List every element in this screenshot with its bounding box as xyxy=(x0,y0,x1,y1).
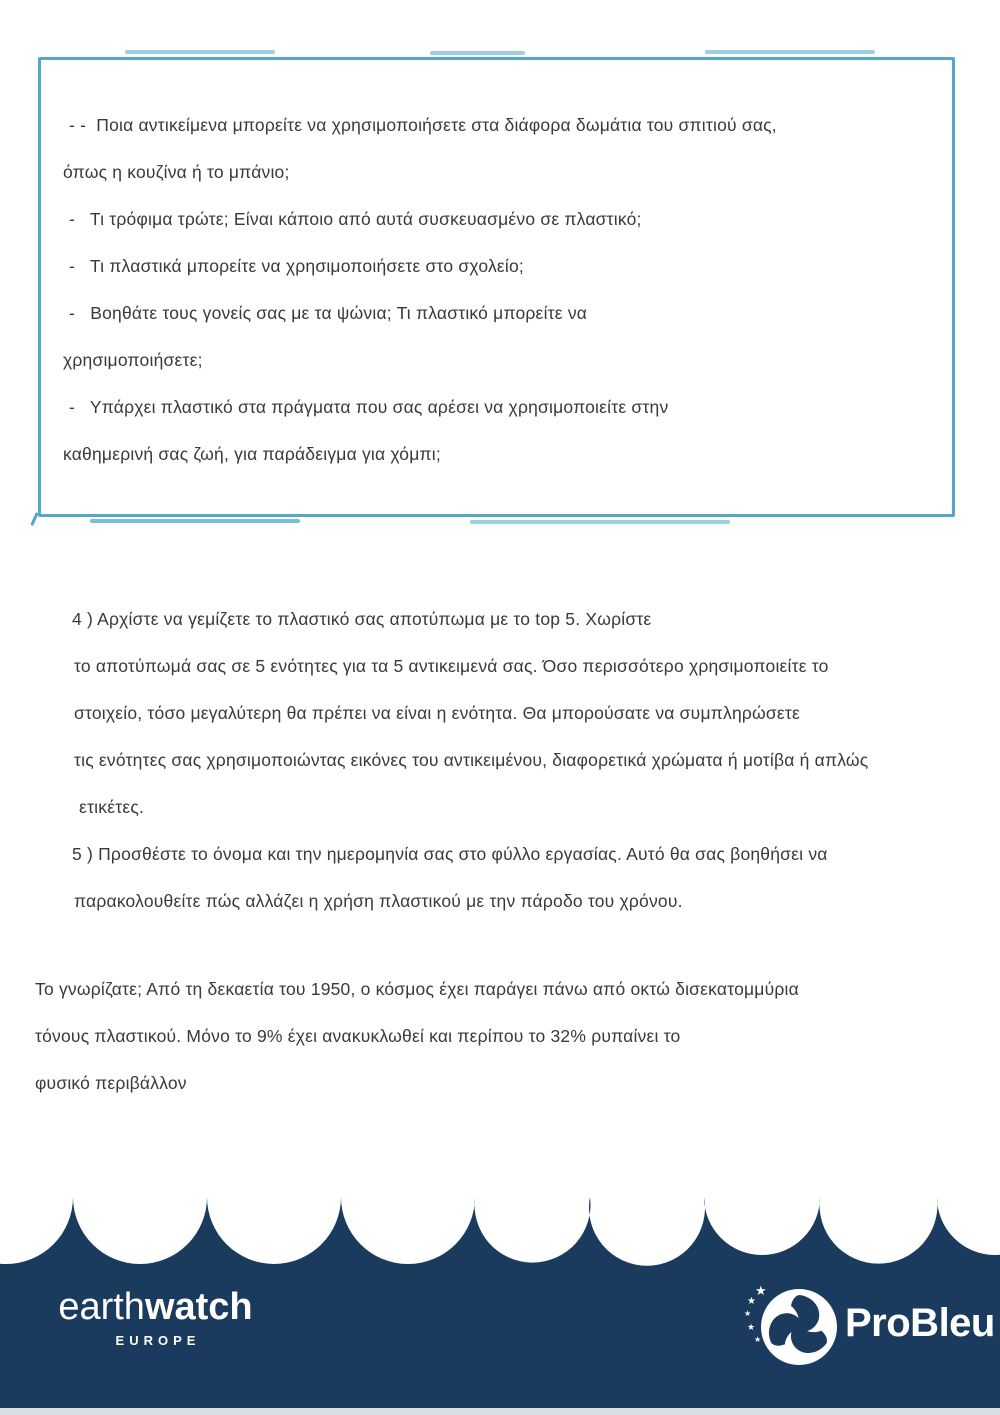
question-line: όπως η κουζίνα ή το μπάνιο; xyxy=(63,162,290,182)
fact-line: τόνους πλαστικού. Μόνο το 9% έχει ανακυκλωθεί και περίπου το 32% ρυπαίνει το xyxy=(35,1026,681,1046)
earthwatch-word-earth: earth xyxy=(58,1286,145,1328)
question-line: - Τι τρόφιμα τρώτε; Είναι κάποιο από αυτά συσκευασμένο σε πλαστικό; xyxy=(69,209,642,229)
fact-line: φυσικό περιβάλλον xyxy=(35,1073,187,1093)
probleu-star-icon: ★ xyxy=(755,1283,767,1298)
earthwatch-region-label: EUROPE xyxy=(115,1333,201,1348)
probleu-star-icon: ★ xyxy=(747,1296,756,1307)
instruction-line: 5 ) Προσθέστε το όνομα και την ημερομηνία σας στο φύλλο εργασίας. Αυτό θα σας βοηθήσει να xyxy=(72,844,828,864)
earthwatch-word-watch: watch xyxy=(144,1286,253,1328)
instruction-line: το αποτύπωμά σας σε 5 ενότητες για τα 5 αντικειμενά σας. Όσο περισσότερο χρησιμοποιείτε το xyxy=(74,656,829,676)
question-line: - Βοηθάτε τους γονείς σας με τα ψώνια; Τι πλαστικό μπορείτε να xyxy=(69,303,588,323)
probleu-star-icon: ★ xyxy=(747,1322,756,1332)
sketch-stroke xyxy=(90,519,300,523)
sketch-stroke xyxy=(125,50,275,54)
question-line: καθημερινή σας ζωή, για παράδειγμα για χόμπι; xyxy=(63,444,441,464)
page-bottom-edge xyxy=(0,1408,1000,1415)
sketch-stroke xyxy=(470,520,730,524)
probleu-wordmark: ProBleu xyxy=(845,1301,995,1345)
question-line: - Υπάρχει πλαστικό στα πράγματα που σας αρέσει να χρησιμοποιείτε στην xyxy=(69,397,669,417)
sketch-stroke xyxy=(430,51,525,55)
probleu-star-icon: ★ xyxy=(744,1309,752,1318)
question-line: - Τι πλαστικά μπορείτε να χρησιμοποιήσετε στο σχολείο; xyxy=(69,256,524,276)
instruction-line: τις ενότητες σας χρησιμοποιώντας εικόνες του αντικειμένου, διαφορετικά χρώματα ή μοτίβα ή απλώς xyxy=(74,750,869,770)
fact-line: Το γνωρίζατε; Από τη δεκαετία του 1950, ο κόσμος έχει παράγει πάνω από οκτώ δισεκατομμύρια xyxy=(35,979,799,999)
question-line: χρησιμοποιήσετε; xyxy=(63,350,203,370)
earthwatch-logo xyxy=(33,1288,278,1348)
sketch-stroke xyxy=(705,50,875,54)
instruction-line: 4 ) Αρχίστε να γεμίζετε το πλαστικό σας αποτύπωμα με το top 5. Χωρίστε xyxy=(72,609,652,629)
instruction-line: ετικέτες. xyxy=(74,797,145,817)
earthwatch-wordmark xyxy=(33,1288,278,1326)
instruction-line: στοιχείο, τόσο μεγαλύτερη θα πρέπει να είναι η ενότητα. Θα μπορούσατε να συμπληρώσετε xyxy=(74,703,801,723)
probleu-star-icon: ★ xyxy=(754,1335,762,1344)
question-line: - - Ποια αντικείμενα μπορείτε να χρησιμοποιήσετε στα διάφορα δωμάτια του σπιτιού σας, xyxy=(69,115,777,135)
instruction-steps xyxy=(0,596,1000,925)
instruction-line: παρακολουθείτε πώς αλλάζει η χρήση πλαστικού με την πάροδο του χρόνου. xyxy=(74,891,683,911)
fact-paragraph xyxy=(0,966,1000,1107)
question-list xyxy=(41,60,946,478)
